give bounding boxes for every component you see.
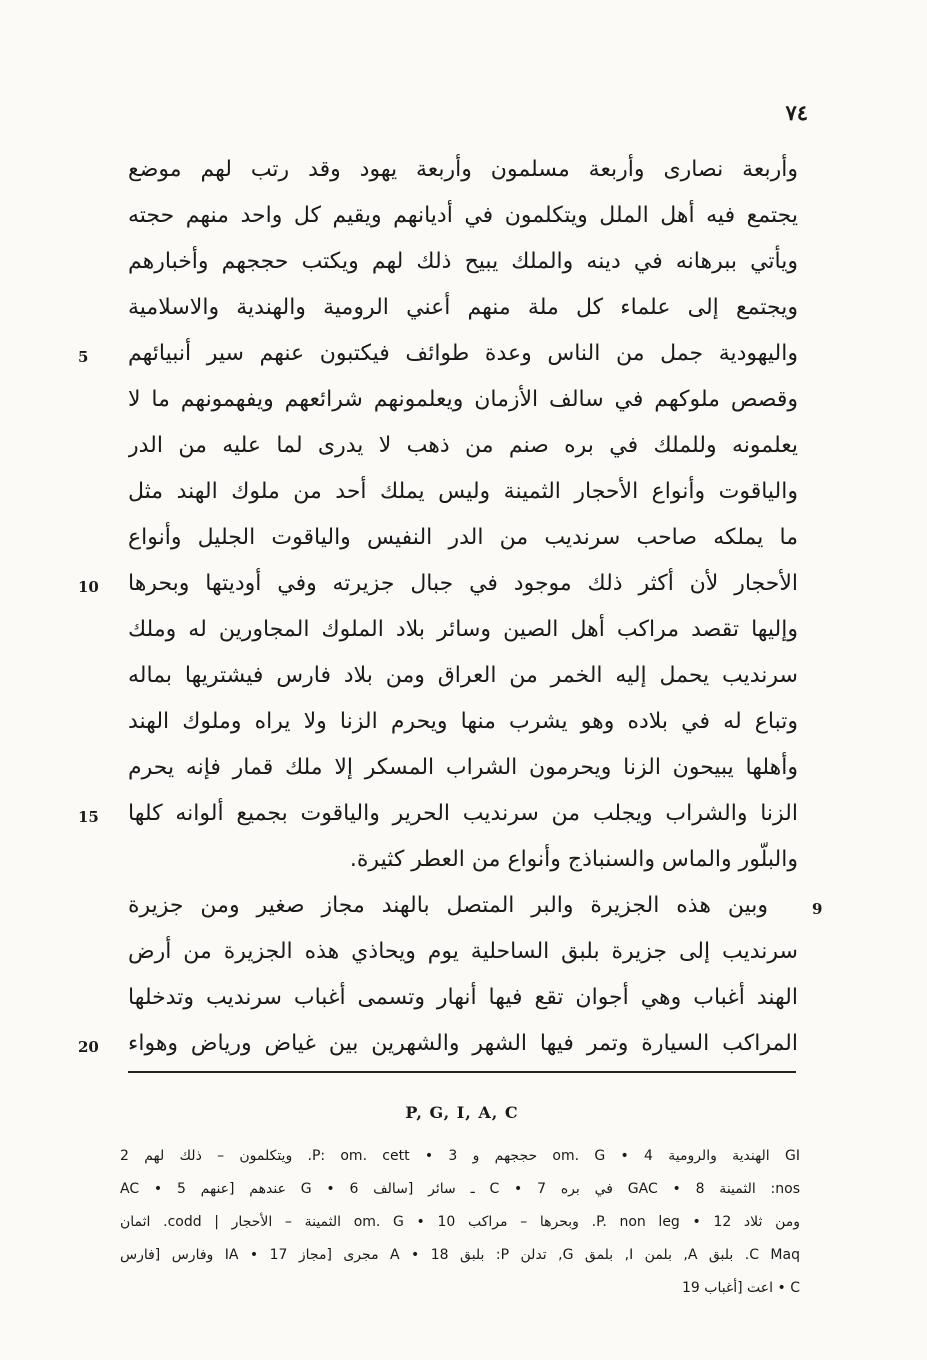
text-line: يجتمع فيه أهل الملل ويتكلمون في أديانهم ويقيم كل واحد منهم حجته <box>128 203 798 228</box>
line-number-15: 15 <box>78 808 99 826</box>
text-line: وتباع له في بلاده وهو يشرب منها ويحرم الزنا ولا يراه وملوك الهند <box>128 709 798 734</box>
text-line: ويأتي ببرهانه في دينه والملك يبيح ذلك لهم ويكتب حججهم وأخبارهم <box>128 249 798 274</box>
text-line: وإليها تقصد مراكب أهل الصين وسائر بلاد الملوك المجاورين له وملك <box>128 617 798 642</box>
apparatus-line: GI الهندية والرومية 4 • om. G حججهم و 3 • P: om. cett. ويتكلمون – ذلك لهم 2 <box>120 1148 800 1164</box>
line-number-5: 5 <box>78 348 89 366</box>
line-number-10: 10 <box>78 578 99 596</box>
text-line: والبلّور والماس والسنباذج وأنواع من العطر كثيرة. <box>349 847 798 872</box>
apparatus-line: C • اعت [أغباب 19 <box>681 1280 800 1296</box>
apparatus-line: C Maq. بلبق A, بلمن I, بلمق G, تدلن P: بلبق 18 • A مجرى [مجاز 17 • IA وفارس [فارس <box>120 1247 800 1263</box>
critical-apparatus <box>120 1140 800 1305</box>
text-line-indented: وبين هذه الجزيرة والبر المتصل بالهند مجاز صغير ومن جزيرة <box>128 893 768 918</box>
main-text-block <box>0 150 927 1070</box>
apparatus-line: nos: الثمينة 8 • GAC في بره 7 • C ـ سائر [سالف 6 • G عندهم [عنهم 5 • AC <box>120 1181 800 1197</box>
text-line: وأهلها يبيحون الزنا ويحرمون الشراب المسكر إلا ملك قمار فإنه يحرم <box>128 755 798 780</box>
text-line: المراكب السيارة وتمر فيها الشهر والشهرين بين غياض ورياض وهواء <box>128 1031 798 1056</box>
text-line: سرنديب إلى جزيرة بلبق الساحلية يوم ويحاذي هذه الجزيرة من أرض <box>128 939 798 964</box>
manuscript-sigla: P, G, I, A, C <box>405 1103 519 1122</box>
text-line: يعلمونه وللملك في بره صنم من ذهب لا يدرى لما عليه من الدر <box>128 433 798 458</box>
text-line: واليهودية جمل من الناس وعدة طوائف فيكتبون عنهم سير أنبيائهم <box>128 341 798 366</box>
text-line: وأربعة نصارى وأربعة مسلمون وأربعة يهود وقد رتب لهم موضع <box>128 157 798 182</box>
text-line: الأحجار لأن أكثر ذلك موجود في جبال جزيرته وفي أوديتها وبحرها <box>128 571 798 596</box>
text-line: سرنديب يحمل إليه الخمر من العراق ومن بلاد فارس فيشتريها بماله <box>128 663 798 688</box>
line-number-20: 20 <box>78 1038 99 1056</box>
footnote-rule <box>128 1071 796 1073</box>
text-line: الزنا والشراب ويجلب من سرنديب الحرير والياقوت بجميع ألوانه كلها <box>128 801 798 826</box>
text-line: والياقوت وأنواع الأحجار الثمينة وليس يملك أحد من ملوك الهند مثل <box>128 479 798 504</box>
paragraph-marker: 9 <box>812 900 823 918</box>
text-line: الهند أغباب وهي أجوان تقع فيها أنهار وتسمى أغباب سرنديب وتدخلها <box>128 985 798 1010</box>
text-line: وقصص ملوكهم في سالف الأزمان ويعلمونهم شرائعهم ويفهمونهم ما لا <box>128 387 798 412</box>
text-line: ما يملكه صاحب سرنديب من الدر النفيس والياقوت الجليل وأنواع <box>128 525 798 550</box>
apparatus-line: ومن ثلاد 12 • P. non leg. وبحرها – مراكب 10 • om. G الثمينة – الأحجار | codd. اثمان <box>120 1214 800 1230</box>
text-line: ويجتمع إلى علماء كل ملة منهم أعني الرومية والهندية والاسلامية <box>128 295 798 320</box>
page-number: ٧٤ <box>785 100 808 125</box>
